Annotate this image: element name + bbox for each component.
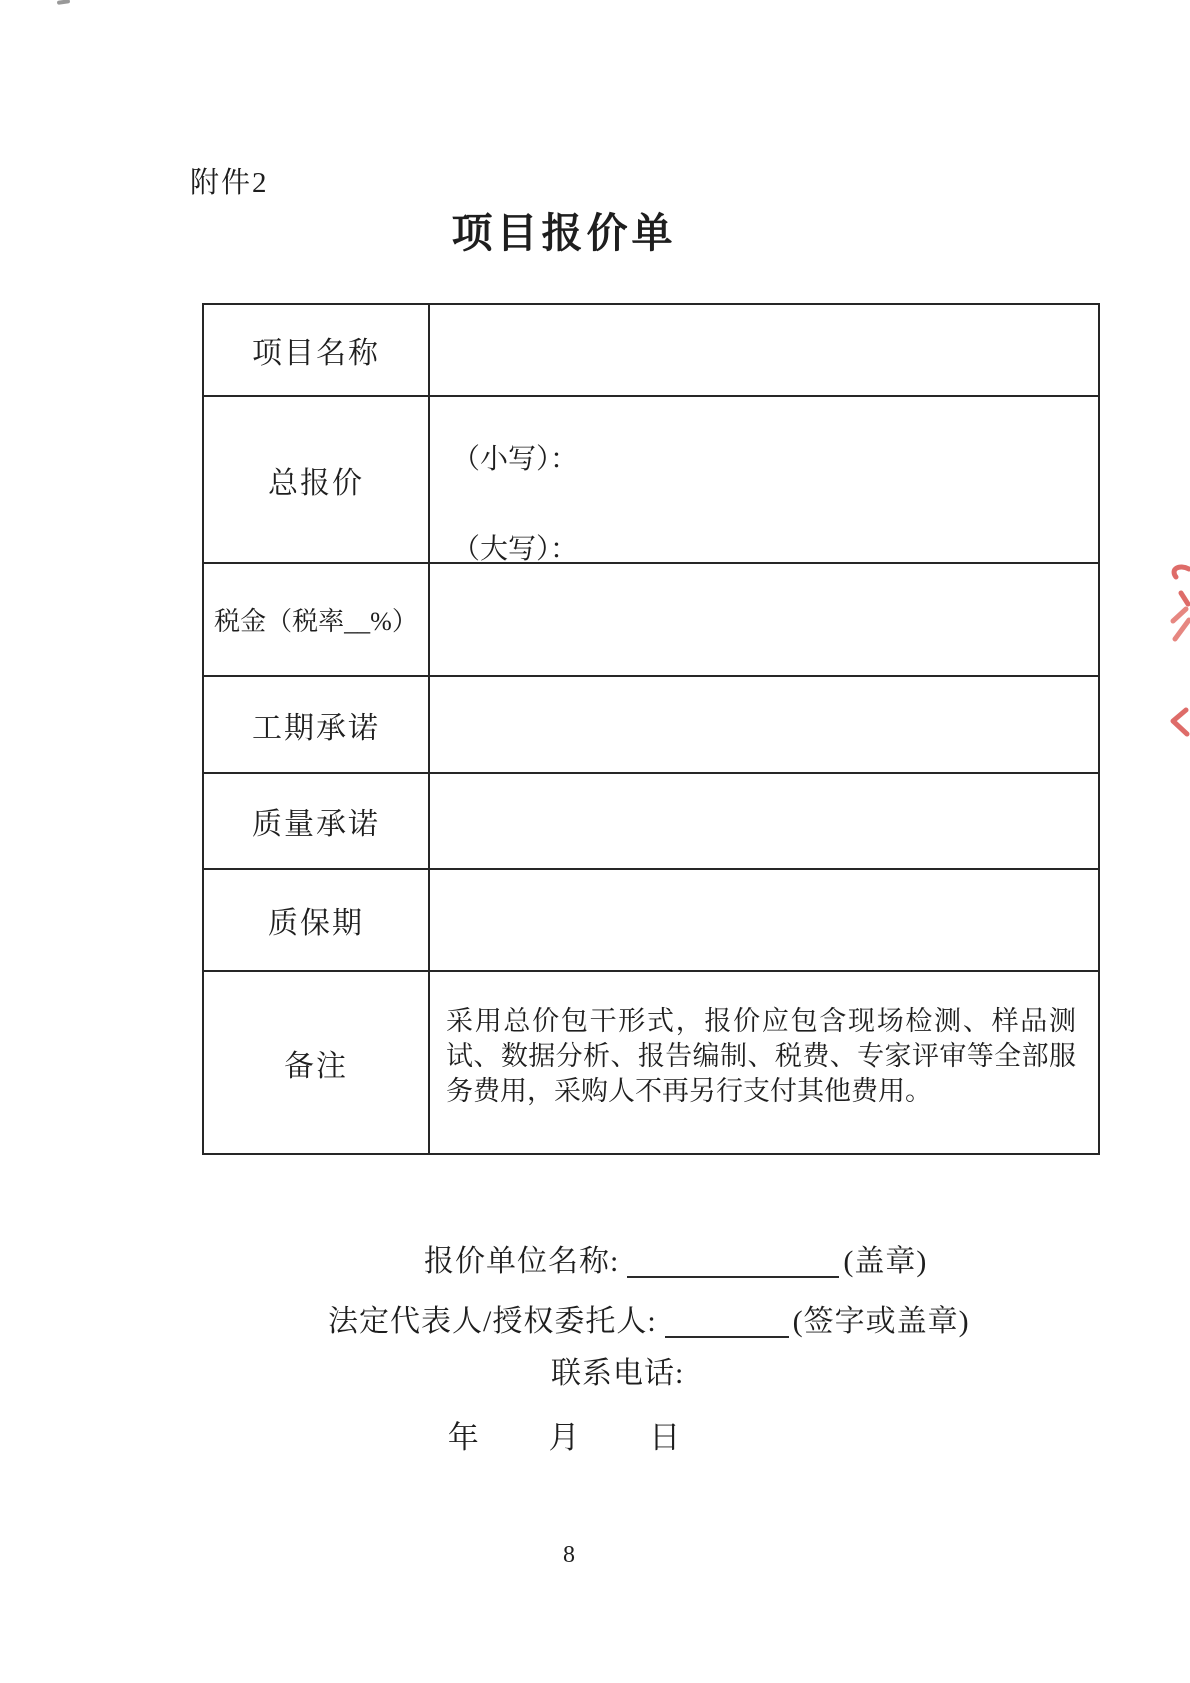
company-name-label: 报价单位名称: xyxy=(424,1245,620,1278)
signature-line-phone xyxy=(551,1348,684,1392)
scan-artifact-speck xyxy=(57,0,70,5)
table-row-warranty-period xyxy=(204,868,1098,970)
signature-line-representative xyxy=(328,1296,970,1340)
phone-label: 联系电话: xyxy=(551,1357,685,1390)
red-stamp-fragment-icon xyxy=(1169,606,1190,644)
representative-seal-note: (签字或盖章) xyxy=(792,1305,970,1338)
table-row-schedule-commitment xyxy=(204,675,1098,772)
row-label-quality-commitment: 质量承诺 xyxy=(204,774,430,868)
total-quote-lowercase-label: （小写）： xyxy=(452,444,579,475)
attachment-label: 附件2 xyxy=(190,167,269,199)
total-quote-uppercase-label: （大写）： xyxy=(452,534,579,565)
row-label-schedule-commitment: 工期承诺 xyxy=(204,677,430,772)
row-label-remarks: 备注 xyxy=(204,972,430,1153)
table-row-tax xyxy=(204,562,1098,675)
row-value-remarks: 采用总价包干形式，报价应包含现场检测、样品测试、数据分析、报告编制、税费、专家评审等全部服务费用，采购人不再另行支付其他费用。 xyxy=(446,1006,1076,1106)
row-label-project-name: 项目名称 xyxy=(204,305,430,395)
date-day-label: 日 xyxy=(649,1420,681,1455)
row-value-schedule-commitment xyxy=(430,677,1098,772)
table-row-total-quote xyxy=(204,395,1098,565)
row-label-total-quote: 总报价 xyxy=(204,397,430,562)
page-title: 项目报价单 xyxy=(451,210,677,256)
row-value-project-name xyxy=(430,305,1098,395)
red-stamp-fragment-icon xyxy=(1167,562,1190,610)
row-value-total-quote xyxy=(430,397,1098,565)
row-value-warranty-period xyxy=(430,870,1098,970)
date-month-label: 月 xyxy=(548,1420,580,1455)
company-seal-note: (盖章) xyxy=(843,1245,928,1278)
row-label-warranty-period: 质保期 xyxy=(204,870,430,970)
signature-line-company xyxy=(424,1236,927,1280)
row-label-tax: 税金（税率__%） xyxy=(204,564,430,675)
date-line xyxy=(0,1412,1190,1457)
table-row-quality-commitment xyxy=(204,772,1098,868)
representative-label: 法定代表人/授权委托人: xyxy=(328,1305,657,1338)
company-name-blank xyxy=(627,1246,839,1278)
representative-blank xyxy=(665,1306,789,1338)
date-year-label: 年 xyxy=(447,1420,479,1455)
red-stamp-fragment-icon xyxy=(1169,707,1190,737)
table-row-remarks xyxy=(204,970,1098,1153)
row-value-tax xyxy=(430,564,1098,675)
quotation-table xyxy=(202,303,1100,1155)
row-value-quality-commitment xyxy=(430,774,1098,868)
page-number: 8 xyxy=(563,1542,575,1568)
table-row-project-name xyxy=(204,305,1098,395)
